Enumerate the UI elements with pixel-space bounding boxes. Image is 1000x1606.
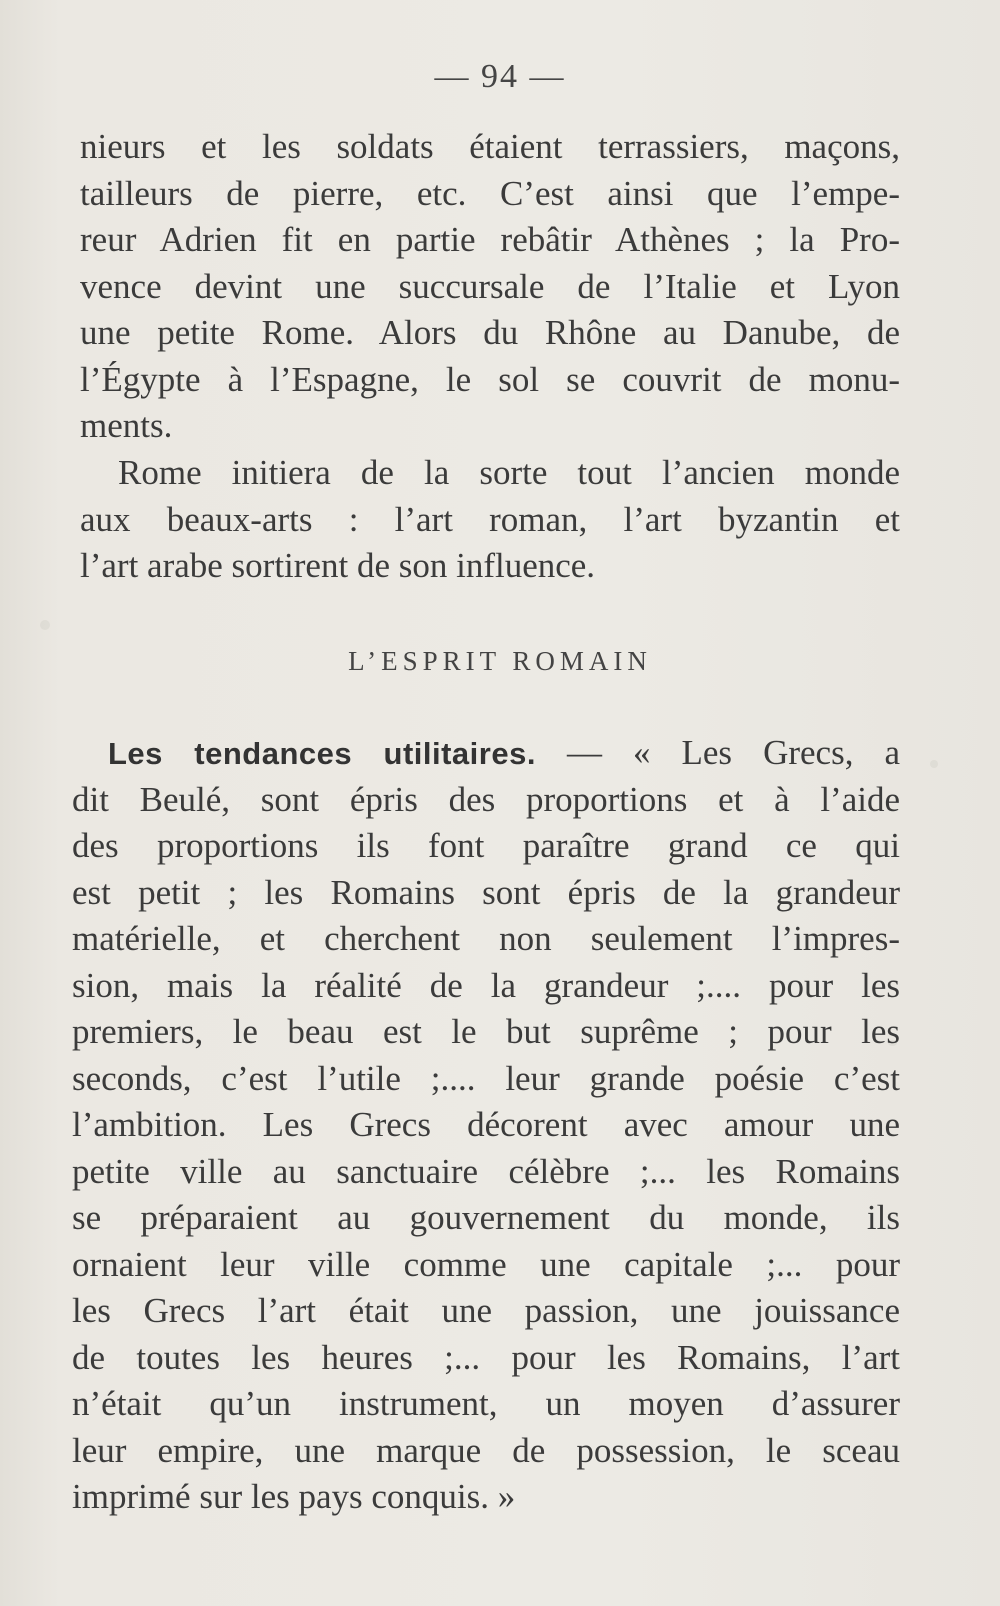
text-line: matérielle, et cherchent non seulement l’impres-	[72, 919, 900, 958]
text-line: leur empire, une marque de possession, le sceau	[72, 1430, 900, 1470]
paper-speck	[40, 620, 50, 630]
text-line: reur Adrien fit en partie rebâtir Athènes ; la Pro-	[80, 220, 900, 259]
paragraph-2	[80, 450, 900, 590]
section-heading: L’ESPRIT ROMAIN	[348, 646, 652, 676]
text-line: vence devint une succursale de l’Italie et Lyon	[80, 266, 900, 306]
text-line: dit Beulé, sont épris des proportions et à l’aide	[72, 779, 900, 819]
text-line: nieurs et les soldats étaient terrassiers, maçons,	[80, 127, 900, 166]
text-line: l’ambition. Les Grecs décorent avec amour une	[72, 1105, 900, 1144]
text-line: ments.	[80, 406, 173, 445]
page-number: — 94 —	[434, 58, 566, 95]
text-line: petite ville au sanctuaire célèbre ;... les Romains	[72, 1151, 900, 1191]
text-line: de toutes les heures ;... pour les Romains, l’art	[72, 1337, 900, 1377]
text-line: les Grecs l’art était une passion, une jouissance	[72, 1291, 900, 1330]
paragraph-1	[80, 124, 900, 450]
first-line	[72, 730, 900, 777]
text-line: des proportions ils font paraître grand ce qui	[72, 826, 900, 865]
text-line: seconds, c’est l’utile ;.... leur grande poésie c’est	[72, 1058, 900, 1098]
text-line: imprimé sur les pays conquis. »	[72, 1477, 516, 1516]
text-line: ornaient leur ville comme une capitale ;... pour	[72, 1244, 900, 1284]
paragraph-lead: Les tendances utilitaires.	[108, 736, 536, 771]
text-line: est petit ; les Romains sont épris de la grandeur	[72, 872, 900, 912]
text-line: tailleurs de pierre, etc. C’est ainsi que l’empe-	[80, 173, 900, 213]
text-line: l’art arabe sortirent de son influence.	[80, 546, 596, 585]
text-line: premiers, le beau est le but suprême ; pour les	[72, 1012, 900, 1051]
text-line: aux beaux-arts : l’art roman, l’art byzantin et	[80, 499, 900, 539]
text-line: l’Égypte à l’Espagne, le sol se couvrit de monu-	[80, 359, 900, 399]
text-line: se préparaient au gouvernement du monde, ils	[72, 1198, 900, 1237]
text-line: n’était qu’un instrument, un moyen d’assurer	[72, 1384, 900, 1423]
text-line: sion, mais la réalité de la grandeur ;.... pour les	[72, 965, 900, 1005]
first-line-rest: — « Les Grecs, a	[566, 733, 900, 772]
text-line: une petite Rome. Alors du Rhône au Danube, de	[80, 313, 900, 352]
paragraph-3	[72, 730, 900, 1521]
paper-speck	[930, 760, 938, 768]
text-line: Rome initiera de la sorte tout l’ancien monde	[118, 453, 900, 492]
